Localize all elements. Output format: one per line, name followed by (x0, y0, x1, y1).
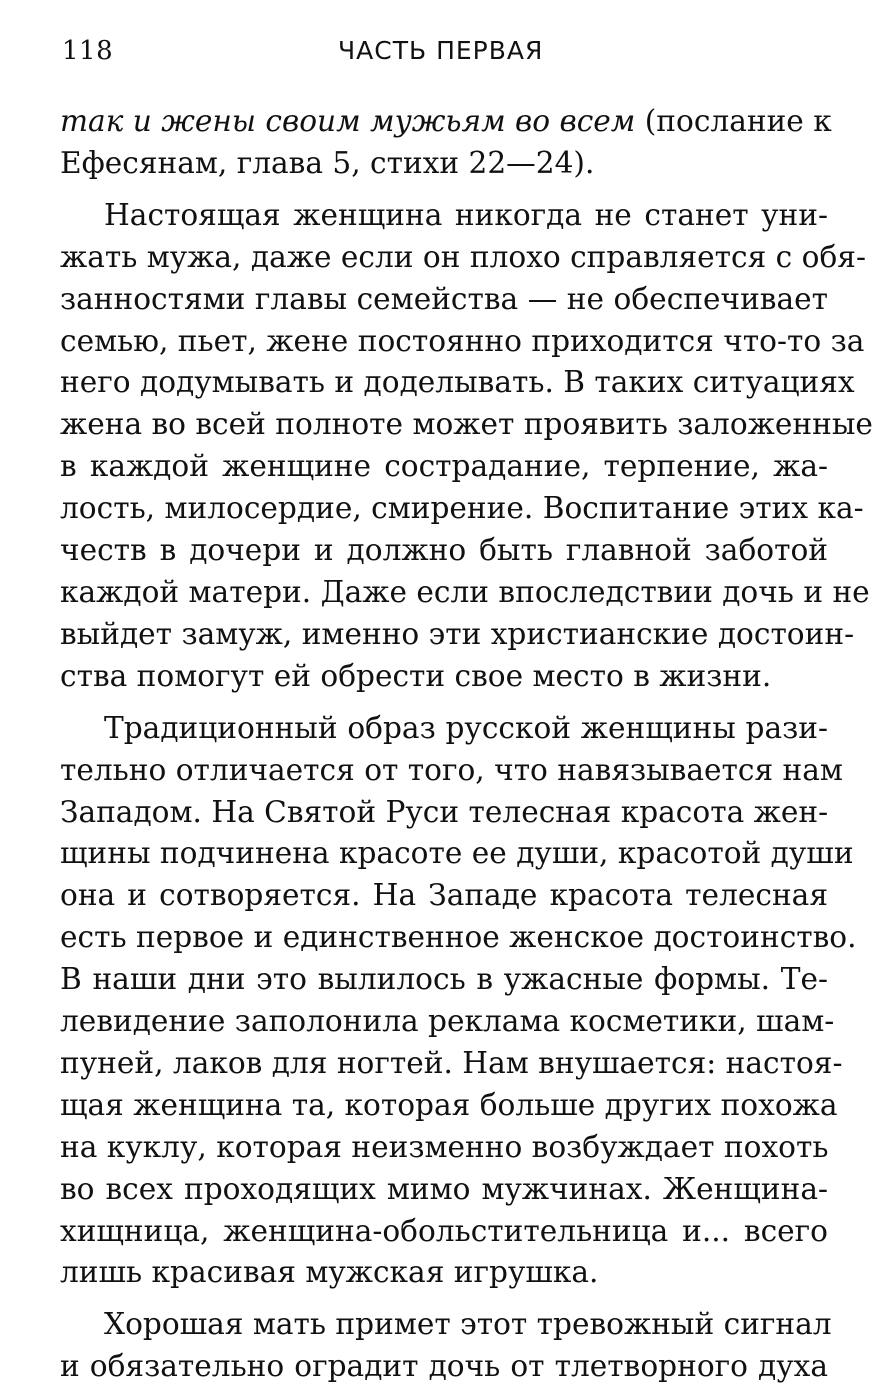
text-line: него додумывать и доделывать. В таких ситуациях (60, 365, 855, 400)
text-line: левидение заполонила реклама косметики, шам- (60, 1004, 835, 1039)
text-line: жена во всей полноте может проявить заложенные (60, 407, 873, 442)
line-text: (послание к (635, 104, 832, 138)
text-line: Ефесянам, глава 5, стихи 22—24). (60, 145, 595, 180)
text-line: щины подчинена красоте ее души, красотой души (60, 836, 854, 871)
running-head: ЧАСТЬ ПЕРВАЯ (338, 36, 544, 65)
paragraph (60, 1304, 832, 1388)
text-line: Западом. На Святой Руси телесная красота жен- (60, 794, 829, 829)
text-line: жать мужа, даже если он плохо справляется с обя- (60, 239, 866, 274)
text-line: В наши дни это вылилось в ужасные формы. Те- (60, 962, 828, 997)
text-line: семью, пьет, жене постоянно приходится что-то за (60, 323, 865, 358)
text-line: занностями главы семейства — не обеспечивает (60, 281, 828, 316)
page-number: 118 (62, 36, 114, 66)
text-line: щая женщина та, которая больше других похожа (60, 1087, 838, 1122)
paragraph (60, 195, 873, 698)
text-line: тельно отличается от того, что навязывается нам (60, 752, 843, 787)
text-line: и обязательно оградит дочь от тлетворного духа (60, 1349, 828, 1384)
text-line: в каждой женщине сострадание, терпение, жа- (60, 449, 828, 484)
paragraph-continuation (60, 101, 832, 185)
text-line: на куклу, которая неизменно возбуждает похоть (60, 1129, 829, 1164)
text-line: честв в дочери и должно быть главной заботой (60, 533, 828, 568)
text-line: лишь красивая мужская игрушка. (60, 1255, 599, 1290)
text-line: хищница, женщина-обольстительница и... всего (60, 1213, 828, 1248)
text-line: Настоящая женщина никогда не станет уни- (104, 197, 828, 232)
text-line: выйдет замуж, именно эти христианские достоин- (60, 616, 855, 651)
italic-quote: так и жены своим мужьям во всем (60, 104, 636, 138)
text-line (60, 101, 832, 143)
text-line: Традиционный образ русской женщины рази- (104, 710, 828, 745)
text-line: она и сотворяется. На Западе красота телесная (60, 878, 828, 913)
text-line: ства помогут ей обрести свое место в жизни. (60, 658, 772, 693)
text-line: лость, милосердие, смирение. Воспитание этих ка- (60, 491, 864, 526)
body-text (60, 101, 873, 1388)
page-header (0, 30, 888, 70)
paragraph (60, 708, 857, 1295)
text-line: есть первое и единственное женское достоинство. (60, 920, 857, 955)
text-line: пуней, лаков для ногтей. Нам внушается: настоя- (60, 1045, 843, 1080)
text-line: каждой матери. Даже если впоследствии дочь и не (60, 574, 870, 609)
text-line: во всех проходящих мимо мужчинах. Женщина- (60, 1171, 828, 1206)
text-line: Хорошая мать примет этот тревожный сигнал (104, 1307, 832, 1342)
